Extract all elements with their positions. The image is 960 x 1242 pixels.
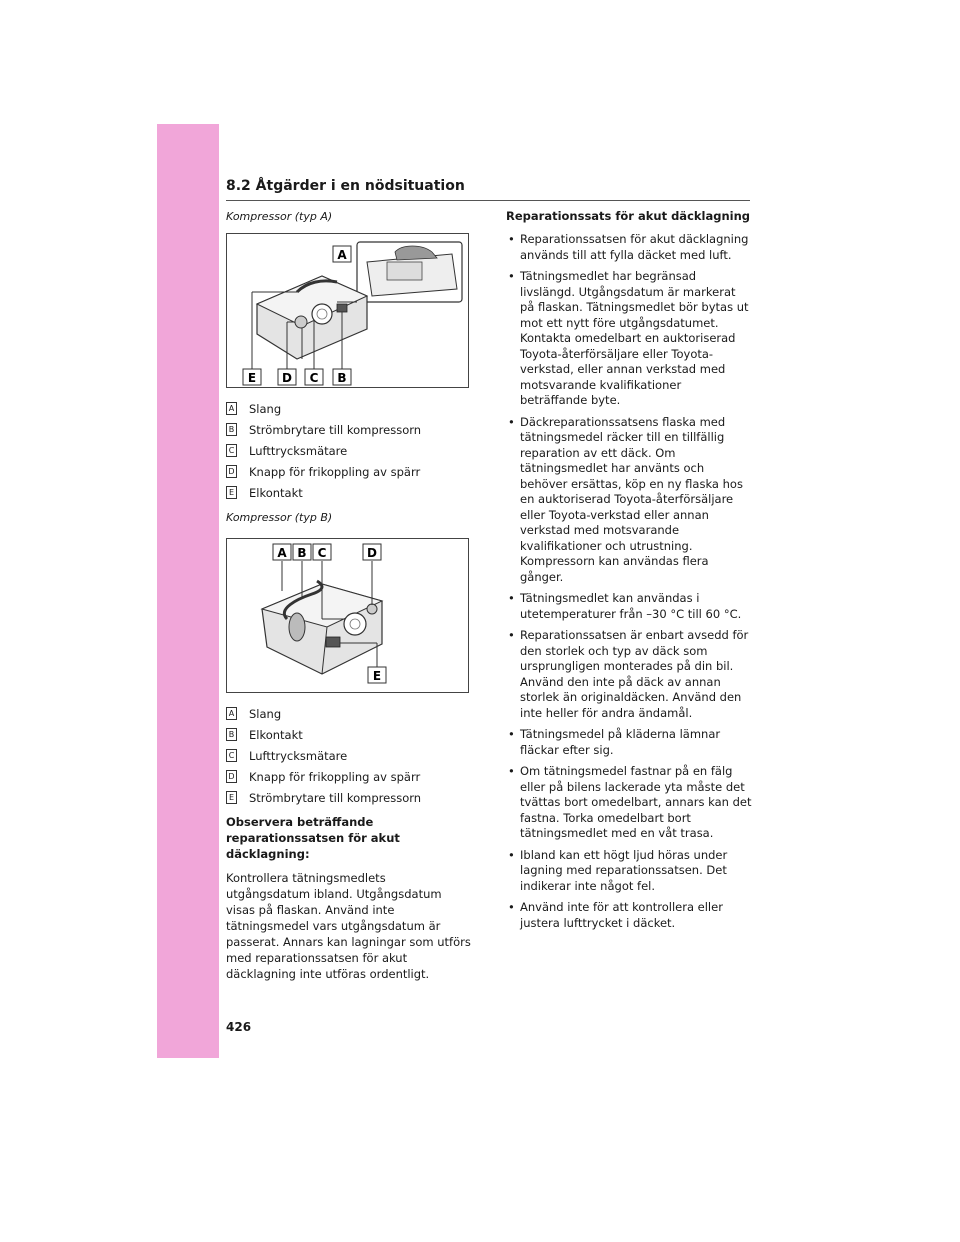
bullet-item: • Använd inte för att kontrollera eller justera lufttrycket i däcket. <box>506 900 752 931</box>
legend-text: Lufttrycksmätare <box>249 443 348 458</box>
legend-text: Elkontakt <box>249 727 303 742</box>
figure-a-label-b: B <box>337 371 347 385</box>
figure-b-label-a: A <box>277 546 287 560</box>
figure-a-caption: Kompressor (typ A) <box>226 210 333 223</box>
bullet-item: • Om tätningsmedel fastnar på en fälg eller på bilens lackerade yta måste det tvättas bort omedelbart, annars kan det fastna. Torka omedelbart bort tätningsmedlet med en våt trasa. <box>506 764 752 842</box>
legend-item <box>226 419 471 440</box>
bullet-item: • Reparationssatsen för akut däcklagning används till att fylla däcket med luft. <box>506 232 752 263</box>
note-text: Kontrollera tätningsmedlets utgångsdatum ibland. Utgångsdatum visas på flaskan. Använd inte tätningsmedel vars utgångsdatum är passerat. Annars kan lagningar som utförs med reparationssatsen för akut däcklagning inte utföras ordentligt. <box>226 871 471 981</box>
figure-b-label-c: C <box>317 546 327 560</box>
legend-item <box>226 724 471 745</box>
bullet-item: • Reparationssatsen är enbart avsedd för den storlek och typ av däck som ursprungligen monterades på din bil. Använd den inte på däck av annan storlek än originaldäcken. Använd den inte heller för andra ändamål. <box>506 628 752 721</box>
figure-b-label-b: B <box>297 546 307 560</box>
legend-key: A <box>226 707 237 720</box>
figure-b-label-d: D <box>367 546 377 560</box>
figure-b-legend <box>226 703 471 808</box>
legend-text: Strömbrytare till kompressorn <box>249 790 422 805</box>
legend-text: Slang <box>249 401 282 416</box>
figure-a-label-d: D <box>282 371 292 385</box>
repair-kit-heading: Reparationssats för akut däcklagning <box>506 209 751 223</box>
figure-a-label-c: C <box>309 371 319 385</box>
right-column <box>506 208 752 937</box>
bullet-item: • Tätningsmedlet har begränsad livslängd. Utgångsdatum är markerat på flaskan. Tätningsmedlet bör bytas ut mot ett nytt före utgångsdatumet. Kontakta omedelbart en auktoriserad Toyota-återförsäljare eller Toyota-verkstad, eller annan verkstad med motsvarande kvalifikationer beträffande byte. <box>506 269 752 409</box>
repair-kit-bullets <box>506 232 752 931</box>
legend-item <box>226 482 471 503</box>
header-rule <box>226 200 750 201</box>
legend-item <box>226 766 471 787</box>
figure-a-label-e: E <box>247 371 257 385</box>
legend-text: Knapp för frikoppling av spärr <box>249 464 421 479</box>
legend-item <box>226 745 471 766</box>
legend-key: E <box>226 486 237 499</box>
legend-text: Lufttrycksmätare <box>249 748 348 763</box>
legend-text: Slang <box>249 706 282 721</box>
legend-key: C <box>226 749 237 762</box>
compressor-b-illustration <box>227 539 468 692</box>
bullet-item: • Däckreparationssatsens flaska med tätningsmedel räcker till en tillfällig reparation av ett däck. Om tätningsmedlet har använts och behöver ersättas, köp en ny flaska hos en auktoriserad Toyota-återförsäljare eller Toyota-verkstad eller annan verkstad med motsvarande kvalifikationer och utrustning. Kompressorn kan användas flera gånger. <box>506 415 752 586</box>
legend-key: A <box>226 402 237 415</box>
legend-key: B <box>226 728 237 741</box>
figure-a-label-a: A <box>337 248 347 262</box>
legend-text: Elkontakt <box>249 485 303 500</box>
section-title: 8.2 Åtgärder i en nödsituation <box>226 178 465 194</box>
legend-text: Knapp för frikoppling av spärr <box>249 769 421 784</box>
page-number: 426 <box>226 1020 252 1034</box>
legend-item <box>226 398 471 419</box>
legend-text: Strömbrytare till kompressorn <box>249 422 422 437</box>
left-column <box>226 208 471 982</box>
compressor-a-illustration <box>227 234 468 387</box>
legend-item <box>226 703 471 724</box>
bullet-item: • Tätningsmedel på kläderna lämnar fläckar efter sig. <box>506 727 752 758</box>
legend-item <box>226 440 471 461</box>
bullet-item: • Tätningsmedlet kan användas i utetemperaturer från –30 °C till 60 °C. <box>506 591 752 622</box>
note-heading: Observera beträffande reparationssatsen för akut däcklagning: <box>226 815 400 861</box>
legend-item <box>226 787 471 808</box>
figure-a-legend <box>226 398 471 503</box>
compressor-a-figure <box>226 233 469 388</box>
bullet-item: • Ibland kan ett högt ljud höras under lagning med reparationssatsen. Det indikerar inte något fel. <box>506 848 752 895</box>
legend-key: C <box>226 444 237 457</box>
legend-key: D <box>226 465 237 478</box>
compressor-b-figure <box>226 538 469 693</box>
legend-key: D <box>226 770 237 783</box>
figure-b-label-e: E <box>372 669 382 683</box>
chapter-margin-strip <box>157 124 219 1058</box>
legend-key: B <box>226 423 237 436</box>
legend-key: E <box>226 791 237 804</box>
legend-item <box>226 461 471 482</box>
figure-b-caption: Kompressor (typ B) <box>226 511 333 524</box>
